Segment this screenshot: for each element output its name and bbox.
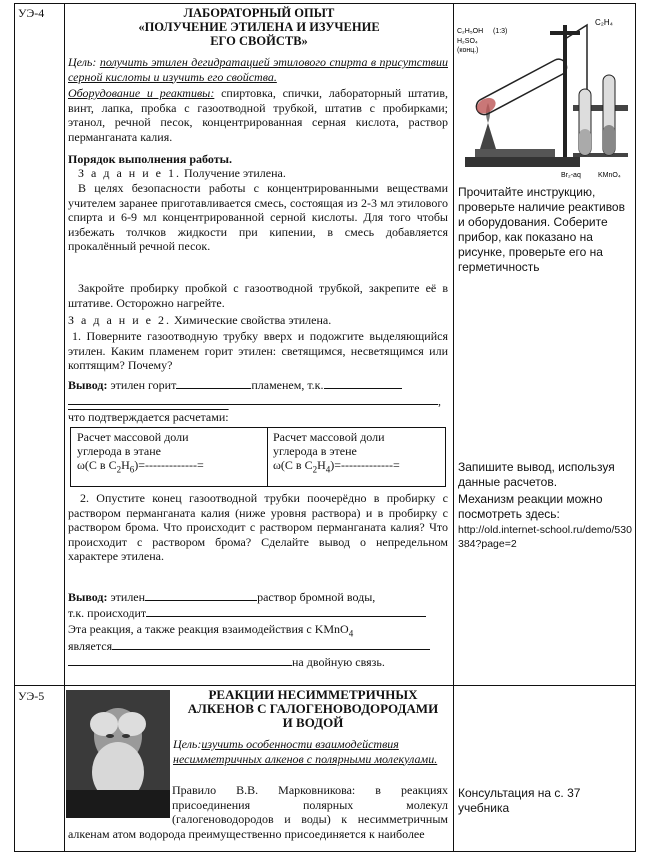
conclusion2-a: этилен <box>107 590 146 604</box>
calc-ethane-f3: )=-------------= <box>134 458 204 472</box>
row2-title-line2: АЛКЕНОВ С ГАЛОГЕНОВОДОРОДАМИ <box>187 701 439 716</box>
task2 <box>68 313 331 328</box>
calc-ethene-formula[interactable] <box>273 458 400 475</box>
order-heading: Порядок выполнения работы. <box>68 152 233 166</box>
task1 <box>78 166 286 181</box>
row1-title-line3: ЕГО СВОЙСТВ» <box>210 34 308 48</box>
row2-goal <box>173 737 449 766</box>
kmno4-solution <box>603 125 615 155</box>
stand-base <box>465 157 580 167</box>
calc-ethane-f1: ω(С в С <box>77 458 117 472</box>
rule-float-spacer <box>68 783 172 815</box>
conclusion1-blank1[interactable] <box>176 377 251 389</box>
conclusion1-line2 <box>68 393 448 409</box>
goal-text: получить этилен дегидратацией этилового спирта в присутствии серной кислоты и изучить его свойства. <box>68 55 448 84</box>
conclusion1-blank2[interactable] <box>324 377 402 389</box>
row1-title-line1: ЛАБОРАТОРНЫЙ ОПЫТ <box>183 6 335 20</box>
calc-ethane-sub1: 2 <box>116 464 122 475</box>
conclusion1-line3 <box>68 409 448 425</box>
calc-ethene-f3: )=-------------= <box>330 458 400 472</box>
side-instructions: Прочитайте инструкцию, проверьте наличие реактивов и оборудования. Соберите прибор, как показано на рисунке, проверьте его на герметичность <box>458 185 625 274</box>
conclusion1-label: Вывод: <box>68 378 108 392</box>
item1-paragraph: 1. Поверните газоотводную трубку вверх и подожгите выделяющийся этилен. Каким пламенем горит этилен: светящимся, несветящимся или коптящим? Почему? <box>68 329 448 372</box>
label-c2h5oh: C₂H₅OH <box>457 28 484 35</box>
row1-code: УЭ-4 <box>18 6 45 20</box>
calc-ethane-formula[interactable] <box>77 458 204 475</box>
row2-code: УЭ-5 <box>18 689 45 703</box>
bromine-solution <box>579 129 591 155</box>
stand-rod <box>563 25 567 157</box>
row1-goal <box>68 55 448 84</box>
reaction-tube <box>474 56 570 117</box>
calc-ethene-f2: Н <box>317 458 326 472</box>
conclusion1-line <box>68 377 448 393</box>
conclusion2-b: раствор бромной воды, <box>257 590 376 604</box>
item2-paragraph: 2. Опустите конец газоотводной трубки поочерёдно в пробирку с раствором перманганата калия (ниже уровня раствора) и в пробирку с раствором брома. Что происходит с раствором перманганата калия? Что происходит с раствором брома? Сделайте вывод о непредельном характере этилена. <box>68 491 448 563</box>
calc-ethene-cell <box>273 430 400 475</box>
conclusion2-blank4[interactable] <box>68 654 292 666</box>
conclusion2-line3 <box>68 622 448 637</box>
mechanism-link[interactable]: http://old.internet-school.ru/demo/530384?page=2 <box>458 524 632 550</box>
conclusion2-d1: Эта реакция, а также реакция взаимодействия с KMnO <box>68 622 349 636</box>
row1-title <box>68 6 450 48</box>
label-konc: (конц.) <box>457 47 479 54</box>
conclusion1-c: что подтверждается расчетами: <box>68 410 229 424</box>
task2-text: Химические свойства этилена. <box>170 313 332 327</box>
conclusion2-f: на двойную связь. <box>292 655 385 669</box>
calc-ethane-cell <box>77 430 204 475</box>
calc-ethene-line1: Расчет массовой доли <box>273 430 385 444</box>
rule-paragraph <box>68 783 448 852</box>
calc-ethane-line1: Расчет массовой доли <box>77 430 189 444</box>
conclusion2-blank3[interactable] <box>112 638 430 650</box>
calc-ethane-sub2: 6 <box>129 464 135 475</box>
close-tube-paragraph: Закройте пробирку пробкой с газоотводной трубкой, закрепите её в штативе. Осторожно нагрейте. <box>68 281 448 310</box>
conclusion1-a: этилен горит <box>107 378 177 392</box>
stand-plate <box>475 149 555 157</box>
row2-title-line3: И ВОДОЙ <box>282 715 344 730</box>
calc-ethene-sub2: 4 <box>325 464 331 475</box>
label-br2: Br₂-aq <box>561 172 581 179</box>
label-c2h4: C₂H₄ <box>595 18 613 27</box>
calculation-table <box>70 427 446 487</box>
side-mechanism: Механизм реакции можно посмотреть здесь: <box>458 492 603 521</box>
calc-ethane-f2: Н <box>121 458 130 472</box>
rule-text: Правило В.В. Марковникова: в реакциях присоединения полярных молекул (галогеноводородов и воды) к несимметричным алкенам атом водорода преимущественно присоединяется к наиболее <box>68 783 448 841</box>
row1-equipment <box>68 86 448 144</box>
row2-side-consultation: Консультация на с. 37 учебника <box>458 786 581 815</box>
conclusion2-blank1[interactable] <box>145 589 257 601</box>
row2-goal-text: изучить особенности взаимодействия несимметричных алкенов с полярными молекулами. <box>173 737 438 766</box>
calc-ethene-f1: ω(С в С <box>273 458 313 472</box>
conclusion1-comma: , <box>438 394 441 408</box>
col-divider-code <box>64 3 65 852</box>
calc-ethene-line2: углерода в этене <box>273 444 357 458</box>
label-kmno4: KMnO₄ <box>598 172 621 179</box>
task2-label: З а д а н и е 2. <box>68 313 171 327</box>
conclusion2-line2 <box>68 605 448 621</box>
label-ratio: (1:3) <box>493 28 508 35</box>
safety-paragraph: В целях безопасности работы с концентрированными веществами учителем заранее приготавливается смесь, состоящая из 2-3 мл этилового спирта и 6-9 мл концентрированной серной кислоты. Для того чтобы избежать толчков жидкости при кипении, в смесь добавляется прокалённый речной песок. <box>68 181 448 253</box>
conclusion2-line5 <box>68 654 448 670</box>
conclusion2-line1 <box>68 589 448 605</box>
task1-label: З а д а н и е 1. <box>78 166 181 180</box>
equipment-text: спиртовка, спички, лабораторный штатив, винт, лапка, пробка с газоотводной трубкой, штатив с пробирками; этанол, речной песок, концентрированная серная кислота, раствор перманганата калия. <box>68 86 448 144</box>
row-divider <box>14 685 636 686</box>
row2-title <box>176 688 450 730</box>
col-divider-side <box>453 3 454 852</box>
conclusion2-e: является <box>68 639 113 653</box>
conclusion2-line4 <box>68 638 448 654</box>
conclusion2-blank2[interactable] <box>146 605 426 617</box>
task1-text: Получение этилена. <box>180 166 286 180</box>
label-h2so4: H₂SO₄ <box>457 38 478 45</box>
equipment-label: Оборудование и реактивы: <box>68 86 215 100</box>
conclusion2-d2: 4 <box>348 628 354 639</box>
apparatus-diagram <box>455 5 633 183</box>
row2-goal-label: Цель: <box>173 737 202 751</box>
goal-label: Цель: <box>68 55 97 69</box>
conclusion1-blank3[interactable] <box>68 393 438 405</box>
spirit-lamp <box>480 123 496 149</box>
calc-divider <box>267 428 268 486</box>
conclusion1-b: пламенем, т.к. <box>251 378 324 392</box>
conclusion2-c: т.к. происходит <box>68 606 147 620</box>
row2-title-line1: РЕАКЦИИ НЕСИММЕТРИЧНЫХ <box>208 687 418 702</box>
calc-ethane-line2: углерода в этане <box>77 444 161 458</box>
row1-title-line2: «ПОЛУЧЕНИЕ ЭТИЛЕНА И ИЗУЧЕНИЕ <box>138 20 380 34</box>
calc-ethene-sub1: 2 <box>312 464 318 475</box>
conclusion2-label: Вывод: <box>68 590 108 604</box>
side-conclusion-hint: Запишите вывод, используя данные расчетов. <box>458 460 615 489</box>
